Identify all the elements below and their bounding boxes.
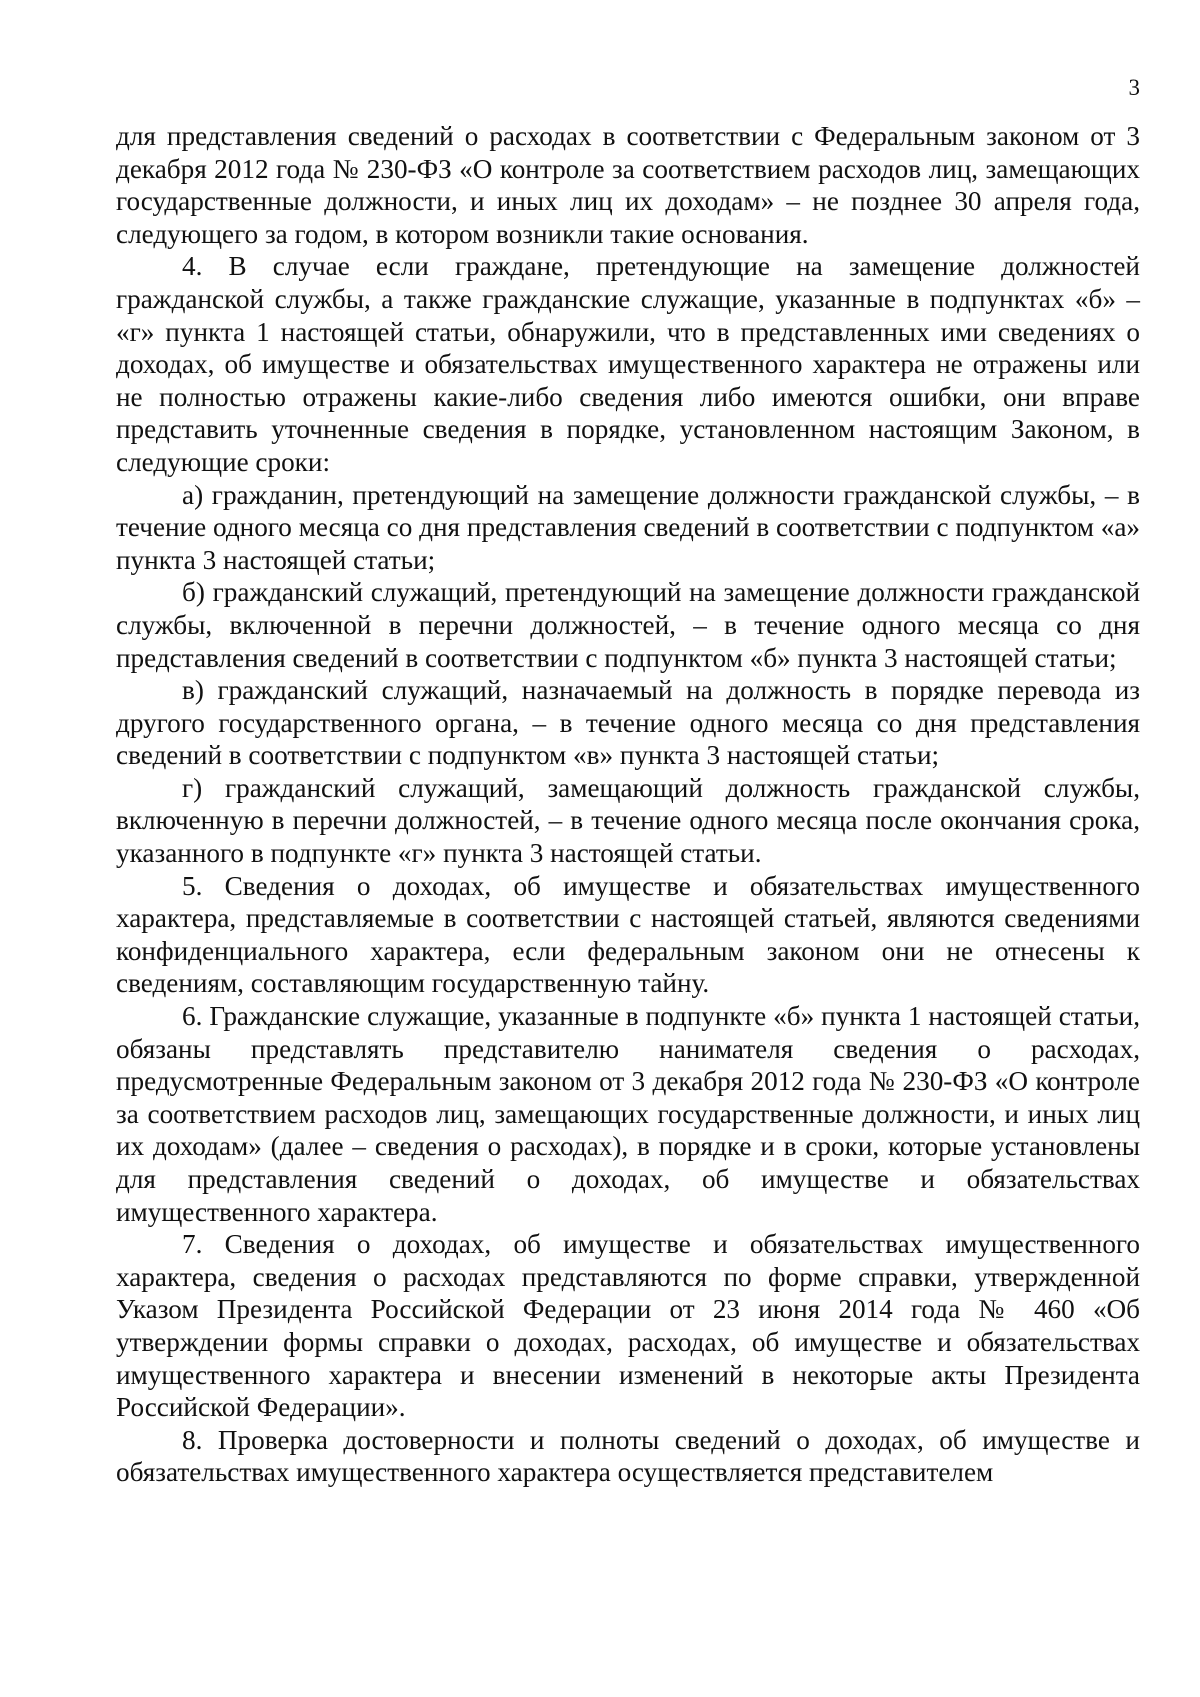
paragraph-item-8: 8. Проверка достоверности и полноты сведений о доходах, об имуществе и обязательствах имущественного характера осуществляется представителем xyxy=(116,1424,1140,1488)
paragraph-item-4: 4. В случае если граждане, претендующие на замещение должностей гражданской службы, а также гражданские служащие, указанные в подпунктах «б» – «г» пункта 1 настоящей статьи, обнаружили, что в представленных ими сведениях о доходах, об имуществе и обязательствах имущественного характера не отражены или не полностью отражены какие-либо сведения либо имеются ошибки, они вправе представить уточненные сведения в порядке, установленном настоящим Законом, в следующие сроки: xyxy=(116,251,1140,477)
page-number: 3 xyxy=(1128,75,1140,100)
paragraph-subitem-v: в) гражданский служащий, назначаемый на должность в порядке перевода из другого государственного органа, – в течение одного месяца со дня представления сведений в соответствии с подпунктом «в» пункта 3 настоящей статьи; xyxy=(116,675,1140,771)
paragraph-subitem-a: а) гражданин, претендующий на замещение должности гражданской службы, – в течение одного месяца со дня представления сведений в соответствии с подпунктом «а» пункта 3 настоящей статьи; xyxy=(116,479,1140,575)
paragraph-subitem-b: б) гражданский служащий, претендующий на замещение должности гражданской службы, включенной в перечни должностей, – в течение одного месяца со дня представления сведений в соответствии с подпунктом «б» пункта 3 настоящей статьи; xyxy=(116,577,1140,673)
paragraph-item-7: 7. Сведения о доходах, об имуществе и обязательствах имущественного характера, сведения о расходах представляются по форме справки, утвержденной Указом Президента Российской Федерации от 23 июня 2014 года № 460 «Об утверждении формы справки о доходах, расходах, об имуществе и обязательствах имущественного характера и внесении изменений в некоторые акты Президента Российской Федерации». xyxy=(116,1229,1140,1423)
paragraph-subitem-g: г) гражданский служащий, замещающий должность гражданской службы, включенную в перечни должностей, – в течение одного месяца после окончания срока, указанного в подпункте «г» пункта 3 настоящей статьи. xyxy=(116,772,1140,869)
paragraph-item-6: 6. Гражданские служащие, указанные в подпункте «б» пункта 1 настоящей статьи, обязаны представлять представителю нанимателя сведения о расходах, предусмотренные Федеральным законом от 3 декабря 2012 года № 230-ФЗ «О контроле за соответствием расходов лиц, замещающих государственные должности, и иных лиц их доходам» (далее – сведения о расходах), в порядке и в сроки, которые установлены для представления сведений о доходах, об имуществе и обязательствах имущественного характера. xyxy=(116,1001,1140,1227)
document-body xyxy=(116,120,1140,1489)
paragraph-item-5: 5. Сведения о доходах, об имуществе и обязательствах имущественного характера, представляемые в соответствии с настоящей статьей, являются сведениями конфиденциального характера, если федеральным законом они не отнесены к сведениям, составляющим государственную тайну. xyxy=(116,870,1140,999)
paragraph-continuation: для представления сведений о расходах в соответствии с Федеральным законом от 3 декабря 2012 года № 230-ФЗ «О контроле за соответствием расходов лиц, замещающих государственные должности, и иных лиц их доходам» – не позднее 30 апреля года, следующего за годом, в котором возникли такие основания. xyxy=(116,121,1140,249)
